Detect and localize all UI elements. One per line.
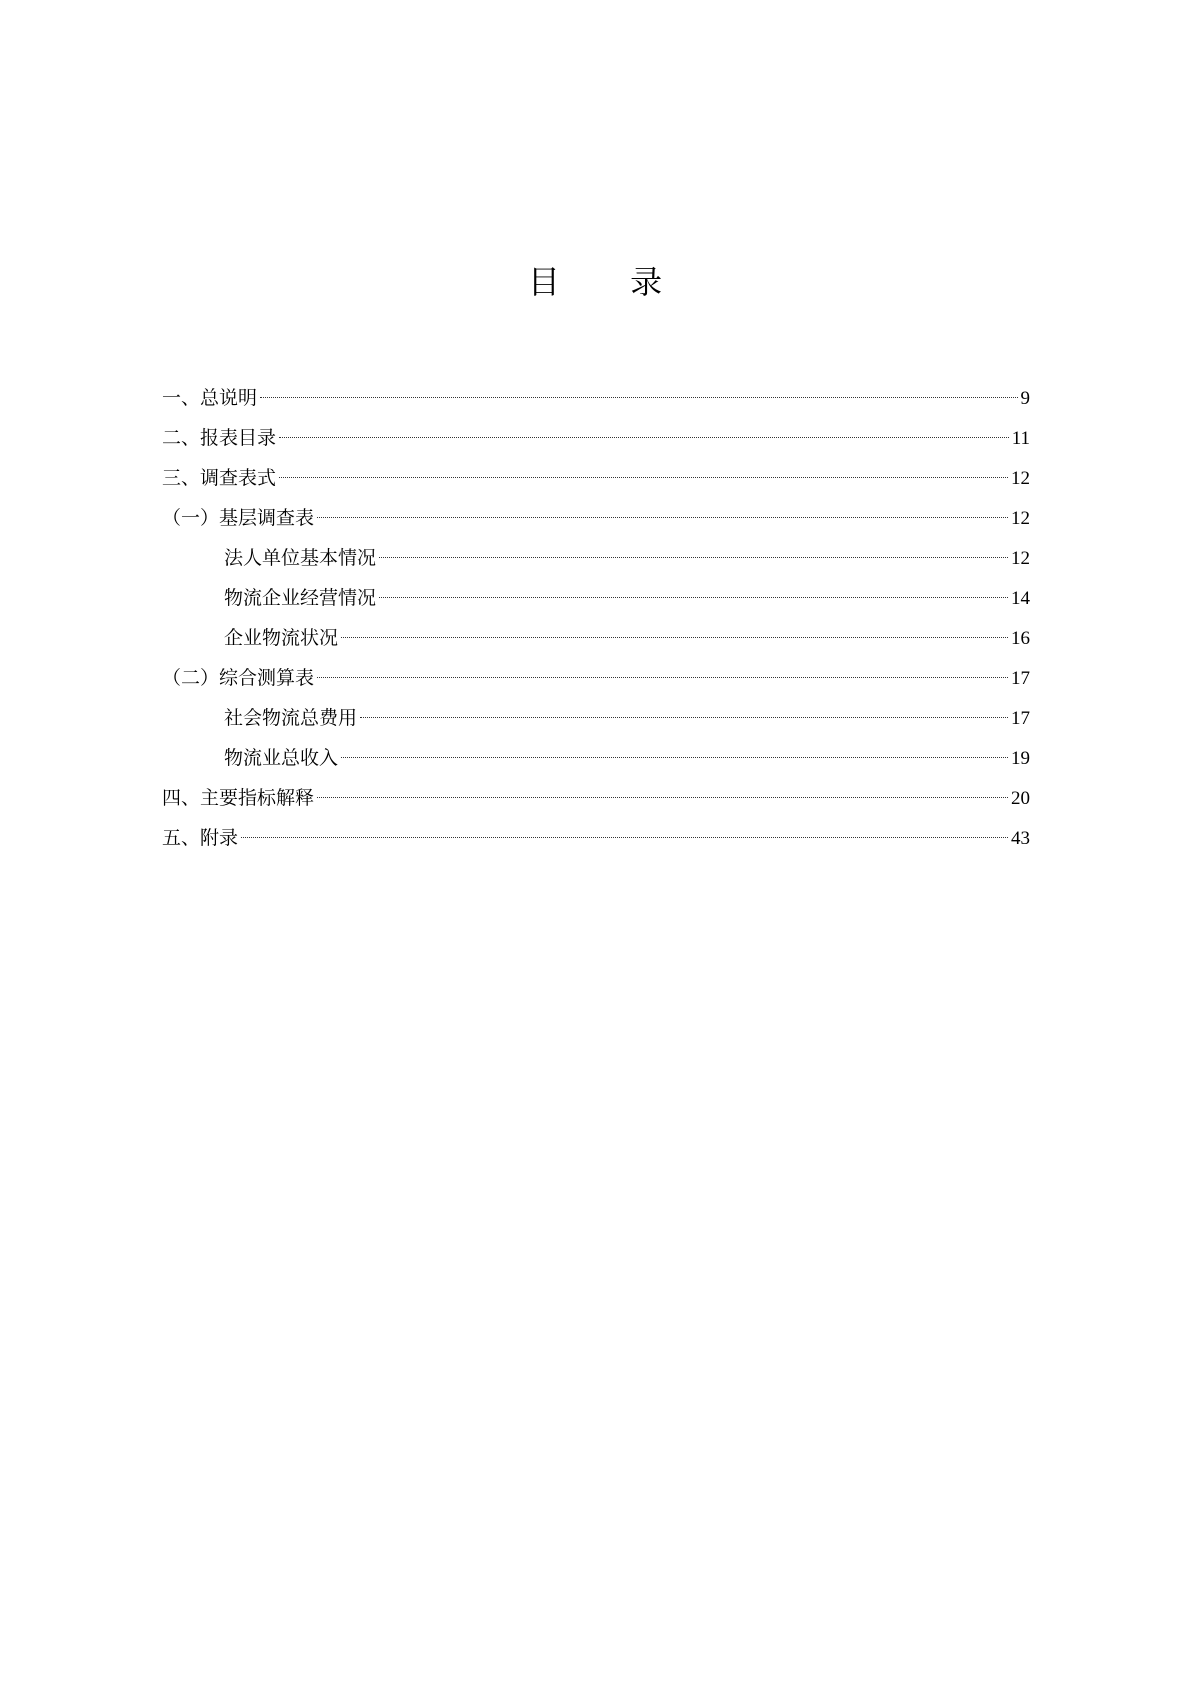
dot-leader <box>241 837 1008 838</box>
toc-entry-basic-survey-tables[interactable] <box>162 498 1030 538</box>
toc-entry-page: 17 <box>1011 708 1030 729</box>
dot-leader <box>317 797 1008 798</box>
toc-entry-label: 一、总说明 <box>162 387 258 409</box>
toc-entry-label: （一）基层调查表 <box>162 507 315 529</box>
toc-title: 目 录 <box>527 263 693 301</box>
toc-entry-total-logistics-cost[interactable] <box>162 698 1030 738</box>
toc-entry-label: 物流业总收入 <box>224 747 339 769</box>
toc-entry-report-catalog[interactable] <box>162 418 1030 458</box>
dot-leader <box>279 437 1009 438</box>
toc-entry-label: 五、附录 <box>162 827 239 849</box>
toc-entry-page: 20 <box>1011 788 1030 809</box>
toc-entry-general-notes[interactable] <box>162 378 1030 418</box>
dot-leader <box>379 597 1008 598</box>
toc-entry-label: 法人单位基本情况 <box>224 547 377 569</box>
toc-entry-page: 12 <box>1011 468 1030 489</box>
toc-entry-label: 企业物流状况 <box>224 627 339 649</box>
toc-entry-indicator-definitions[interactable] <box>162 778 1030 818</box>
toc-entry-label: （二）综合测算表 <box>162 667 315 689</box>
toc-entry-total-logistics-revenue[interactable] <box>162 738 1030 778</box>
dot-leader <box>317 677 1008 678</box>
toc-entry-page: 14 <box>1011 588 1030 609</box>
toc-entry-appendix[interactable] <box>162 818 1030 858</box>
toc-entry-logistics-operations[interactable] <box>162 578 1030 618</box>
toc-entry-legal-entity-info[interactable] <box>162 538 1030 578</box>
toc-entry-survey-forms[interactable] <box>162 458 1030 498</box>
toc-entry-label: 三、调查表式 <box>162 467 277 489</box>
dot-leader <box>317 517 1008 518</box>
dot-leader <box>341 757 1008 758</box>
dot-leader <box>379 557 1008 558</box>
toc-entry-page: 9 <box>1020 388 1030 409</box>
toc-entry-enterprise-logistics[interactable] <box>162 618 1030 658</box>
toc-entry-page: 16 <box>1011 628 1030 649</box>
toc-entry-label: 二、报表目录 <box>162 427 277 449</box>
dot-leader <box>341 637 1008 638</box>
dot-leader <box>360 717 1008 718</box>
table-of-contents <box>162 378 1030 858</box>
toc-entry-page: 12 <box>1011 548 1030 569</box>
toc-entry-label: 社会物流总费用 <box>224 707 358 729</box>
toc-entry-page: 43 <box>1011 828 1030 849</box>
toc-entry-label: 四、主要指标解释 <box>162 787 315 809</box>
dot-leader <box>279 477 1008 478</box>
toc-entry-composite-tables[interactable] <box>162 658 1030 698</box>
toc-entry-page: 12 <box>1011 508 1030 529</box>
dot-leader <box>260 397 1017 398</box>
toc-entry-label: 物流企业经营情况 <box>224 587 377 609</box>
toc-entry-page: 17 <box>1011 668 1030 689</box>
toc-entry-page: 19 <box>1011 748 1030 769</box>
toc-entry-page: 11 <box>1011 428 1030 449</box>
